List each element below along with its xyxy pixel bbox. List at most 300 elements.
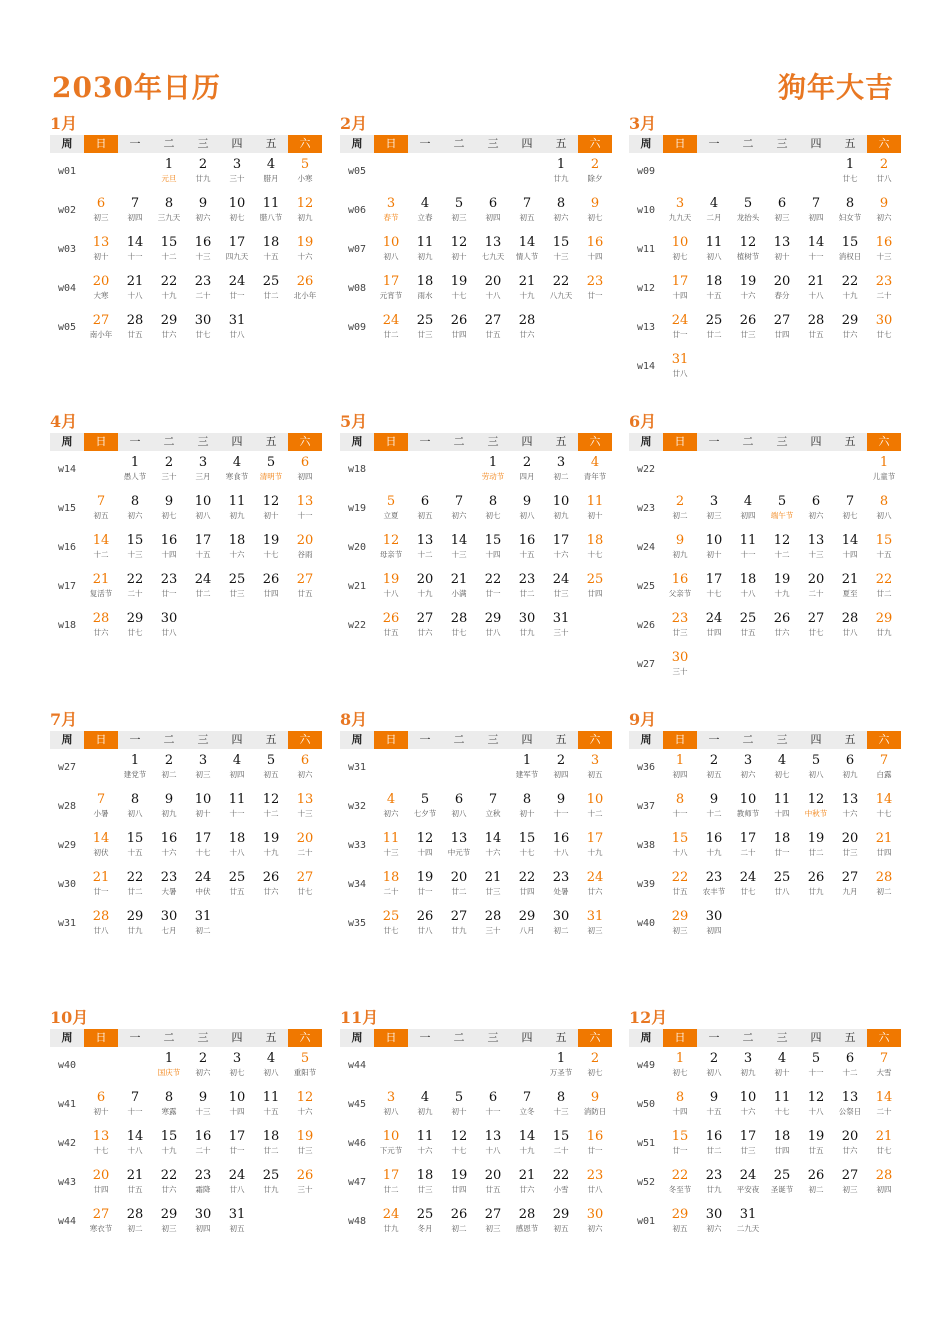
week-row xyxy=(340,1047,612,1086)
day-number: 29 xyxy=(841,313,859,328)
day-cell xyxy=(186,1047,220,1086)
empty-day-cell xyxy=(254,905,288,944)
lunar-label: 初三 xyxy=(93,213,109,222)
week-number: w18 xyxy=(347,464,367,475)
day-cell xyxy=(867,827,901,866)
month-block xyxy=(50,710,322,944)
day-number: 8 xyxy=(130,494,140,509)
weekday-label: 三 xyxy=(776,733,788,746)
day-cell xyxy=(731,788,765,827)
lunar-label: 廿五 xyxy=(127,1185,143,1194)
lunar-label: 二十 xyxy=(383,887,399,896)
day-cell xyxy=(833,1086,867,1125)
day-number: 25 xyxy=(228,870,246,885)
lunar-label: 腊八节 xyxy=(259,213,283,222)
lunar-label: 元旦 xyxy=(161,174,177,183)
weekday-label: 一 xyxy=(708,1031,720,1044)
day-cell xyxy=(867,1047,901,1086)
lunar-label: 处暑 xyxy=(553,887,569,896)
lunar-label: 初七 xyxy=(587,213,603,222)
empty-day-cell xyxy=(833,451,867,490)
lunar-label: 初六 xyxy=(451,511,467,520)
day-cell xyxy=(374,1086,408,1125)
lunar-label: 十五 xyxy=(263,1107,279,1116)
day-cell xyxy=(118,607,152,646)
weekday-label: 三 xyxy=(197,435,209,448)
day-number: 2 xyxy=(556,753,566,768)
empty-day-cell xyxy=(544,309,578,348)
day-number: 7 xyxy=(454,494,464,509)
weekday-label: 六 xyxy=(867,731,901,749)
month-block xyxy=(629,710,901,944)
day-number: 15 xyxy=(671,831,689,846)
day-cell xyxy=(867,490,901,529)
lunar-label: 初七 xyxy=(842,511,858,520)
weekday-label: 周 xyxy=(629,135,663,153)
lunar-label: 廿四 xyxy=(519,887,535,896)
day-cell xyxy=(697,1047,731,1086)
day-number: 11 xyxy=(416,1129,434,1144)
day-number: 4 xyxy=(266,157,276,172)
lunar-label: 初十 xyxy=(774,1068,790,1077)
day-cell xyxy=(254,231,288,270)
day-cell xyxy=(663,348,697,387)
day-cell xyxy=(476,231,510,270)
day-cell xyxy=(220,529,254,568)
lunar-label: 廿五 xyxy=(229,887,245,896)
day-number: 13 xyxy=(841,792,859,807)
day-number: 4 xyxy=(420,1090,430,1105)
day-cell xyxy=(731,490,765,529)
week-row xyxy=(50,749,322,788)
lunar-label: 廿四 xyxy=(876,848,892,857)
day-number: 18 xyxy=(586,533,604,548)
lunar-label: 廿四 xyxy=(263,589,279,598)
day-cell xyxy=(476,1203,510,1242)
week-row xyxy=(629,529,901,568)
day-cell xyxy=(697,568,731,607)
lunar-label: 初十 xyxy=(93,1107,109,1116)
day-number: 7 xyxy=(879,1051,889,1066)
day-cell xyxy=(408,309,442,348)
empty-day-cell xyxy=(697,348,731,387)
lunar-label: 廿三 xyxy=(417,330,433,339)
lunar-label: 廿五 xyxy=(127,330,143,339)
lunar-label: 廿八 xyxy=(876,174,892,183)
day-number: 23 xyxy=(586,1168,604,1183)
empty-day-cell xyxy=(442,1047,476,1086)
day-cell xyxy=(833,309,867,348)
day-cell xyxy=(799,529,833,568)
month-name: 1月 xyxy=(50,114,78,133)
lunar-label: 二十 xyxy=(740,848,756,857)
day-number: 14 xyxy=(841,533,859,548)
empty-day-cell xyxy=(288,607,322,646)
lunar-label: 十七 xyxy=(451,291,467,300)
lunar-label: 初三 xyxy=(161,1224,177,1233)
day-cell xyxy=(152,270,186,309)
lunar-label: 廿九 xyxy=(706,1185,722,1194)
day-cell xyxy=(476,827,510,866)
day-cell xyxy=(408,1203,442,1242)
day-cell xyxy=(408,568,442,607)
day-cell xyxy=(152,827,186,866)
lunar-label: 初三 xyxy=(672,926,688,935)
lunar-label: 廿二 xyxy=(706,1146,722,1155)
empty-day-cell xyxy=(374,451,408,490)
day-cell xyxy=(442,866,476,905)
weekday-label: 周 xyxy=(629,433,663,451)
day-cell xyxy=(510,1086,544,1125)
day-cell xyxy=(578,866,612,905)
week-row xyxy=(50,1164,322,1203)
day-number: 19 xyxy=(739,274,757,289)
day-cell xyxy=(220,749,254,788)
day-cell xyxy=(476,451,510,490)
day-cell xyxy=(84,490,118,529)
lunar-label: 初五 xyxy=(229,1224,245,1233)
day-number: 25 xyxy=(416,313,434,328)
day-cell xyxy=(578,749,612,788)
day-number: 13 xyxy=(807,533,825,548)
day-number: 16 xyxy=(194,1129,212,1144)
day-cell xyxy=(867,568,901,607)
lunar-label: 廿九 xyxy=(876,628,892,637)
week-number: w40 xyxy=(57,1060,77,1071)
day-number: 28 xyxy=(126,1207,144,1222)
lunar-label: 初六 xyxy=(195,213,211,222)
day-number: 17 xyxy=(671,274,689,289)
lunar-label: 初六 xyxy=(876,213,892,222)
day-cell xyxy=(118,451,152,490)
weekday-label: 六 xyxy=(288,731,322,749)
day-cell xyxy=(288,270,322,309)
lunar-label: 感恩节 xyxy=(515,1224,539,1233)
day-cell xyxy=(84,1203,118,1242)
day-number: 6 xyxy=(96,1090,106,1105)
lunar-label: 初四 xyxy=(553,770,569,779)
weekday-label: 二 xyxy=(742,1031,754,1044)
lunar-label: 八九天 xyxy=(549,291,573,300)
weekday-label: 四 xyxy=(231,733,243,746)
day-cell xyxy=(765,788,799,827)
day-cell xyxy=(118,1086,152,1125)
day-cell xyxy=(186,788,220,827)
day-number: 12 xyxy=(262,792,280,807)
empty-day-cell xyxy=(833,905,867,944)
day-cell xyxy=(765,866,799,905)
day-cell xyxy=(118,231,152,270)
lunar-label: 廿三 xyxy=(485,887,501,896)
day-number: 30 xyxy=(552,909,570,924)
week-number: w52 xyxy=(636,1177,656,1188)
day-number: 11 xyxy=(416,235,434,250)
lunar-label: 初四 xyxy=(195,1224,211,1233)
month-name: 11月 xyxy=(340,1008,379,1027)
day-number: 13 xyxy=(92,235,110,250)
day-cell xyxy=(152,749,186,788)
day-number: 31 xyxy=(228,313,246,328)
empty-day-cell xyxy=(408,153,442,192)
day-cell xyxy=(867,309,901,348)
day-cell xyxy=(374,1203,408,1242)
day-cell xyxy=(578,1203,612,1242)
day-number: 22 xyxy=(484,572,502,587)
week-number: w23 xyxy=(636,503,656,514)
day-cell xyxy=(374,309,408,348)
lunar-label: 十一 xyxy=(297,511,313,520)
lunar-label: 十七 xyxy=(451,1146,467,1155)
day-cell xyxy=(288,827,322,866)
lunar-label: 十八 xyxy=(740,589,756,598)
day-number: 20 xyxy=(484,274,502,289)
lunar-label: 廿九 xyxy=(127,926,143,935)
day-number: 10 xyxy=(739,792,757,807)
day-cell xyxy=(408,490,442,529)
day-cell xyxy=(697,1164,731,1203)
lunar-label: 初八 xyxy=(195,511,211,520)
day-cell xyxy=(510,1164,544,1203)
day-number: 19 xyxy=(262,831,280,846)
week-number: w13 xyxy=(636,322,656,333)
day-number: 14 xyxy=(875,1090,893,1105)
lunar-label: 初四 xyxy=(740,511,756,520)
day-cell xyxy=(186,866,220,905)
empty-day-cell xyxy=(765,451,799,490)
week-row xyxy=(629,192,901,231)
day-number: 16 xyxy=(160,831,178,846)
lunar-label: 北小年 xyxy=(293,291,317,300)
day-cell xyxy=(186,1203,220,1242)
day-cell xyxy=(476,192,510,231)
day-number: 30 xyxy=(160,909,178,924)
day-number: 14 xyxy=(92,533,110,548)
empty-day-cell xyxy=(765,646,799,685)
day-number: 29 xyxy=(518,909,536,924)
day-number: 18 xyxy=(739,572,757,587)
week-row xyxy=(629,490,901,529)
week-number: w30 xyxy=(57,879,77,890)
lunar-label: 廿五 xyxy=(672,887,688,896)
day-cell xyxy=(374,905,408,944)
day-cell xyxy=(544,1164,578,1203)
lunar-label: 小满 xyxy=(451,589,467,598)
day-cell xyxy=(731,1047,765,1086)
day-number: 9 xyxy=(164,792,174,807)
lunar-label: 十八 xyxy=(485,1146,501,1155)
lunar-label: 廿八 xyxy=(229,330,245,339)
lunar-label: 十八 xyxy=(485,291,501,300)
lunar-label: 廿六 xyxy=(519,1185,535,1194)
week-row xyxy=(50,1203,322,1242)
weekday-label: 四 xyxy=(810,435,822,448)
calendar-subtitle: 狗年大吉 xyxy=(777,71,894,104)
week-number: w28 xyxy=(57,801,77,812)
day-cell xyxy=(220,153,254,192)
day-cell xyxy=(254,153,288,192)
day-number: 26 xyxy=(739,313,757,328)
week-number: w09 xyxy=(347,322,367,333)
weekday-label: 四 xyxy=(810,137,822,150)
lunar-label: 十一 xyxy=(672,809,688,818)
weekday-label: 三 xyxy=(487,1031,499,1044)
lunar-label: 廿六 xyxy=(842,1146,858,1155)
lunar-label: 三十 xyxy=(229,174,245,183)
day-cell xyxy=(697,270,731,309)
day-number: 18 xyxy=(705,274,723,289)
day-number: 5 xyxy=(743,196,753,211)
day-number: 11 xyxy=(262,196,280,211)
week-number: w27 xyxy=(57,762,77,773)
day-number: 6 xyxy=(845,1051,855,1066)
lunar-label: 白露 xyxy=(876,770,892,779)
day-cell xyxy=(476,1086,510,1125)
day-cell xyxy=(663,905,697,944)
weekday-label: 五 xyxy=(265,1031,277,1044)
day-number: 19 xyxy=(807,1129,825,1144)
day-cell xyxy=(510,529,544,568)
day-number: 13 xyxy=(92,1129,110,1144)
day-number: 8 xyxy=(164,1090,174,1105)
lunar-label: 初六 xyxy=(127,511,143,520)
day-cell xyxy=(578,905,612,944)
month-block xyxy=(50,1008,322,1242)
day-cell xyxy=(578,827,612,866)
lunar-label: 初六 xyxy=(740,770,756,779)
lunar-label: 中秋节 xyxy=(804,809,828,818)
day-number: 18 xyxy=(773,1129,791,1144)
day-cell xyxy=(697,490,731,529)
day-number: 14 xyxy=(450,533,468,548)
day-cell xyxy=(476,309,510,348)
day-number: 14 xyxy=(518,235,536,250)
lunar-label: 初八 xyxy=(519,511,535,520)
day-cell xyxy=(578,1047,612,1086)
day-cell xyxy=(152,1047,186,1086)
day-cell xyxy=(731,1125,765,1164)
day-cell xyxy=(833,749,867,788)
weekday-label: 一 xyxy=(129,1031,141,1044)
lunar-label: 初六 xyxy=(383,809,399,818)
day-number: 6 xyxy=(300,455,310,470)
week-number: w15 xyxy=(57,503,77,514)
weekday-label: 四 xyxy=(231,435,243,448)
lunar-label: 廿六 xyxy=(161,1185,177,1194)
day-number: 4 xyxy=(266,1051,276,1066)
day-number: 27 xyxy=(450,909,468,924)
lunar-label: 十七 xyxy=(263,550,279,559)
month-block xyxy=(340,412,612,646)
day-cell xyxy=(152,231,186,270)
empty-day-cell xyxy=(799,348,833,387)
weekday-label: 三 xyxy=(197,733,209,746)
weekday-label: 日 xyxy=(374,1029,408,1047)
day-cell xyxy=(254,451,288,490)
weekday-label: 日 xyxy=(84,1029,118,1047)
day-cell xyxy=(288,1086,322,1125)
lunar-label: 十三 xyxy=(195,1107,211,1116)
day-number: 14 xyxy=(484,831,502,846)
empty-day-cell xyxy=(408,1047,442,1086)
day-number: 23 xyxy=(875,274,893,289)
lunar-label: 初七 xyxy=(485,511,501,520)
day-cell xyxy=(510,749,544,788)
week-row xyxy=(340,529,612,568)
day-number: 15 xyxy=(671,1129,689,1144)
day-cell xyxy=(867,1164,901,1203)
empty-day-cell xyxy=(476,1047,510,1086)
day-number: 12 xyxy=(450,235,468,250)
lunar-label: 廿四 xyxy=(706,628,722,637)
day-number: 27 xyxy=(484,1207,502,1222)
day-number: 24 xyxy=(194,572,212,587)
day-cell xyxy=(765,749,799,788)
weekday-label: 日 xyxy=(663,731,697,749)
weekday-label: 四 xyxy=(231,1031,243,1044)
lunar-label: 初三 xyxy=(774,213,790,222)
lunar-label: 初二 xyxy=(672,511,688,520)
day-number: 22 xyxy=(552,274,570,289)
day-cell xyxy=(408,866,442,905)
week-row xyxy=(50,827,322,866)
lunar-label: 初八 xyxy=(706,1068,722,1077)
day-number: 2 xyxy=(198,157,208,172)
day-number: 29 xyxy=(160,1207,178,1222)
lunar-label: 廿九 xyxy=(195,174,211,183)
day-number: 2 xyxy=(164,455,174,470)
day-number: 13 xyxy=(773,235,791,250)
day-cell xyxy=(765,1047,799,1086)
lunar-label: 十九 xyxy=(161,1146,177,1155)
day-number: 1 xyxy=(556,157,566,172)
empty-day-cell xyxy=(442,451,476,490)
empty-day-cell xyxy=(84,749,118,788)
lunar-label: 圣诞节 xyxy=(770,1185,794,1194)
lunar-label: 廿二 xyxy=(195,589,211,598)
day-number: 29 xyxy=(126,611,144,626)
day-cell xyxy=(578,568,612,607)
day-number: 30 xyxy=(160,611,178,626)
month-block xyxy=(50,412,322,646)
week-number: w42 xyxy=(57,1138,77,1149)
day-number: 17 xyxy=(228,235,246,250)
week-number: w34 xyxy=(347,879,367,890)
lunar-label: 二九天 xyxy=(736,1224,760,1233)
day-cell xyxy=(833,1047,867,1086)
lunar-label: 十一 xyxy=(127,252,143,261)
lunar-label: 廿六 xyxy=(519,330,535,339)
day-number: 27 xyxy=(296,572,314,587)
weekday-label: 二 xyxy=(453,733,465,746)
day-cell xyxy=(731,309,765,348)
week-row xyxy=(629,231,901,270)
day-number: 24 xyxy=(382,1207,400,1222)
day-number: 10 xyxy=(382,1129,400,1144)
day-number: 27 xyxy=(807,611,825,626)
lunar-label: 十四 xyxy=(417,848,433,857)
lunar-label: 端午节 xyxy=(770,511,794,520)
weekday-label: 三 xyxy=(776,1031,788,1044)
day-number: 22 xyxy=(671,1168,689,1183)
day-number: 10 xyxy=(382,235,400,250)
day-number: 31 xyxy=(671,352,689,367)
day-number: 12 xyxy=(416,831,434,846)
day-cell xyxy=(254,866,288,905)
day-number: 20 xyxy=(296,533,314,548)
lunar-label: 十三 xyxy=(195,252,211,261)
day-number: 30 xyxy=(586,1207,604,1222)
lunar-label: 廿九 xyxy=(451,926,467,935)
